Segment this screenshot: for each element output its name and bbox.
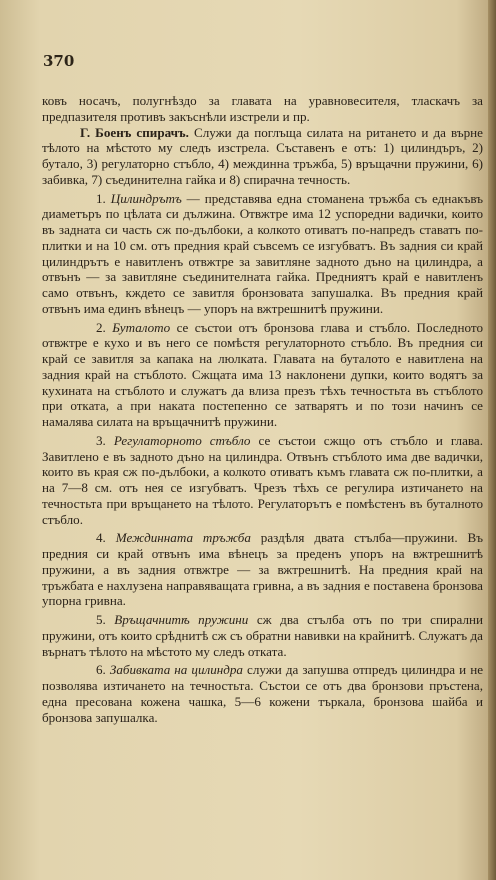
item-number: 2. (96, 319, 113, 335)
item-number: 1. (96, 190, 111, 206)
item-number: 4. (96, 530, 116, 546)
section-g-heading: Г. Боенъ спирачъ. (80, 124, 189, 140)
page-edge (488, 0, 496, 880)
item-text: служи да запушва отпредъ цилиндра и не позволява изтичането на течностьта. Състои се отъ два бронзови пръстена, една пресована кожена чашка, 5—6 кожени търкала, бронзова шайба и бронзова запушалка. (42, 662, 484, 725)
item-intermediate-tube (42, 530, 483, 609)
section-g-paragraph (42, 125, 483, 188)
item-text: се състои сжщо отъ стъбло и глава. Завитлено е въ задното дъно на цилиндра. Отвънъ стъблото има две вадички, които въ края сж по-дълбоки, а колкото отиватъ къмъ главата сж по-плитки, а на 7—8 см. отъ нея се изгубватъ. Чрезъ тѣхъ се регулира изтичането на течностьта при връщането на тѣлото. Регулаторътъ е помѣстенъ въ буталното стъбло. (42, 432, 483, 527)
item-text: сж два стълба отъ по три спирални пружини, отъ които срѣднитѣ сж съ обратни навивки на крайнитѣ. Служатъ да върнатъ тѣлото на мѣстото му следъ отката. (42, 612, 484, 659)
item-term: Цилиндрътъ (110, 190, 182, 206)
item-number: 6. (96, 662, 110, 678)
item-term: Буталото (112, 319, 171, 335)
item-text: се състои отъ бронзова глава и стъбло. Последното отвжтре е кухо и въ него се помѣстя регулаторното стъбло. Въ предния си край се завитля за капака на люлката. Главата на буталото е навитлена на задния край на стъблото. Сжщата има 13 наклонени дупки, които водятъ за кухината на стъблото и служатъ да влиза презъ тѣхъ течностьта въ стъблото при отката, а при наката постепенно се затварятъ и по този начинъ се намалява силата на връщачнитѣ пружини. (42, 319, 484, 429)
item-number: 3. (96, 432, 114, 448)
item-text: раздѣля двата стълба—пружини. Въ предния си край отвънъ има вѣнецъ за преденъ упоръ на вжтрешнитѣ пружини, а въ задния отвжтре — за вжтрешнитѣ. На предния край на тръжбата е нахлузена направяващата гривна, а въ задния е поставена бронзова упорна гривна. (42, 530, 484, 609)
section-g-text: Служи да поглъща силата на ритането и да върне тѣлото на мѣстото му следъ изстрела. Съставенъ е отъ: 1) цилиндъръ, 2) бутало, 3) регулаторно стъбло, 4) междинна тръжба, 5) връщачни пружини, 6) забивка, 7) съединителна гайка и 8) спирачна течность. (42, 124, 483, 187)
item-term: Връщачнитѣ пружини (114, 612, 249, 627)
item-regulator-rod (42, 433, 483, 528)
item-term: Междинната тръжба (115, 530, 251, 546)
item-return-springs (42, 612, 483, 659)
item-cylinder-plug (42, 662, 483, 725)
item-piston (42, 320, 483, 430)
item-term: Забивката на цилиндра (109, 662, 243, 678)
intro-paragraph: ковъ носачъ, полугнѣздо за главата на уравновесителя, тласкачъ за предпазителя противъ закъснѣли изстрели и пр. (42, 93, 483, 124)
item-text: — представява една стоманена тръжба съ еднакъвъ диаметъръ по цѣлата си дължина. Отвжтре има 12 успоредни вадички, които въ задната си часть сж по-дълбоки, а колкото отиватъ по-напредъ ставатъ по-плитки и на 10 см. отъ предния край съвсемъ се изгубватъ. Въ задния си край цилиндрътъ е навитленъ отвжтре за завитляне задното дъно на цилиндра, а отвънъ — за завитляне съединителната гайка. Предниятъ край е навитленъ само отвънъ, кждето се завитля бронзовата запушалка. Въ предния край отвънъ има единъ вѣнецъ — упоръ на вжтрешнитѣ пружини. (42, 190, 484, 316)
item-number: 5. (96, 612, 115, 627)
item-cylinder (42, 191, 483, 317)
page-number: 370 (43, 52, 75, 70)
item-term: Регулаторното стъбло (113, 432, 251, 448)
body-text (42, 93, 483, 725)
